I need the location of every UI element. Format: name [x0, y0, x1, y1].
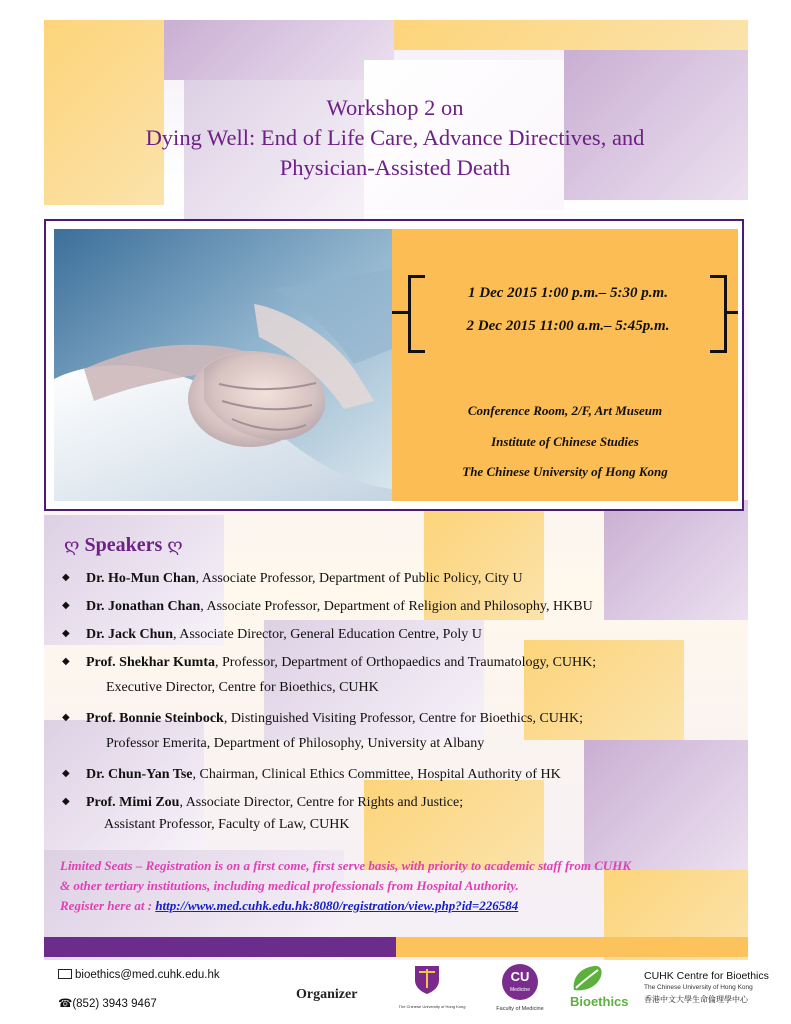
email-line [58, 969, 220, 981]
cu-medicine-logo [492, 964, 548, 1020]
diamond-bullet-icon: ◆ [62, 796, 70, 807]
registration-notice [60, 856, 750, 916]
list-item [62, 571, 742, 587]
speaker-name: Prof. Bonnie Steinbock [86, 711, 224, 726]
title-line-1: Workshop 2 on [326, 95, 464, 120]
speaker-role: , Associate Director, Centre for Rights and Justice; [179, 795, 464, 810]
left-bracket [408, 275, 425, 353]
speaker-role: , Associate Professor, Department of Religion and Philosophy, HKBU [200, 599, 593, 614]
diamond-bullet-icon: ◆ [62, 656, 70, 667]
bg-tile [164, 20, 394, 80]
speaker-name: Prof. Shekhar Kumta [86, 655, 215, 670]
venue-line-3: The Chinese University of Hong Kong [462, 464, 668, 479]
speaker-name: Dr. Jonathan Chan [86, 599, 201, 614]
speaker-role: , Distinguished Visiting Professor, Centre for Bioethics, CUHK; [223, 711, 584, 726]
speaker-role-continued: Professor Emerita, Department of Philosophy, University at Albany [106, 736, 485, 751]
session-date-2: 2 Dec 2015 11:00 a.m.– 5:45p.m. [466, 318, 670, 334]
faculty-caption: Faculty of Medicine [496, 1006, 544, 1012]
cuhk-logo [392, 964, 472, 1022]
list-item [62, 767, 742, 783]
centre-university: The Chinese University of Hong Kong [644, 984, 753, 991]
diamond-bullet-icon: ◆ [62, 768, 70, 779]
cuhk-crest-icon [414, 964, 440, 994]
phone-line [58, 996, 157, 1010]
speaker-role: , Chairman, Clinical Ethics Committee, Hospital Authority of HK [192, 767, 561, 782]
hero-panel [44, 219, 744, 511]
venue-line-1: Conference Room, 2/F, Art Museum [467, 403, 663, 418]
fleuron-ornament-icon: ღ [167, 535, 183, 555]
cu-medicine-badge [502, 964, 538, 1000]
registration-link[interactable]: http://www.med.cuhk.edu.hk:8080/registration/view.php?id=226584 [155, 898, 519, 913]
bg-tile [394, 20, 748, 50]
centre-name: CUHK Centre for Bioethics [644, 970, 769, 982]
list-item [62, 627, 742, 643]
hands-photo [54, 229, 392, 501]
speaker-name: Dr. Jack Chun [86, 627, 174, 642]
email-link[interactable]: bioethics@med.cuhk.edu.hk [75, 969, 220, 981]
cu-medicine-mark: CU [510, 969, 530, 984]
diamond-bullet-icon: ◆ [62, 712, 70, 723]
schedule-venue-box [392, 229, 738, 501]
bioethics-logo [560, 964, 640, 1020]
bioethics-word: Bioethics [570, 994, 629, 1009]
speaker-role-continued: Executive Director, Centre for Bioethics, CUHK [106, 680, 379, 695]
speaker-role: , Associate Director, General Education Centre, Poly U [173, 627, 482, 642]
speakers-heading-text: Speakers [84, 534, 163, 556]
speaker-name: Prof. Mimi Zou [86, 795, 180, 810]
speaker-role: , Professor, Department of Orthopaedics and Traumatology, CUHK; [215, 655, 597, 670]
cu-medicine-word: Medicine [509, 987, 530, 993]
title-line-2: Dying Well: End of Life Care, Advance Directives, and [145, 125, 645, 150]
speaker-role-continued: Assistant Professor, Faculty of Law, CUHK [104, 817, 350, 832]
speaker-role: , Associate Professor, Department of Public Policy, City U [195, 571, 523, 586]
notice-line-1: Limited Seats – Registration is on a first come, first serve basis, with priority to academic staff from CUHK [60, 858, 632, 873]
notice-line-2: & other tertiary institutions, including medical professionals from Hospital Authority. [60, 878, 519, 893]
title-line-3: Physician-Assisted Death [279, 155, 511, 180]
diamond-bullet-icon: ◆ [62, 600, 70, 611]
envelope-icon [58, 969, 72, 979]
diamond-bullet-icon: ◆ [62, 572, 70, 583]
centre-chinese-name: 香港中文大學生命倫理學中心 [644, 995, 748, 1004]
session-date-1: 1 Dec 2015 1:00 p.m.– 5:30 p.m. [468, 285, 668, 301]
bottom-bar-purple [44, 937, 396, 957]
phone-icon: ☎ [58, 998, 73, 1010]
footer [0, 960, 791, 1024]
speaker-name: Dr. Ho-Mun Chan [86, 571, 196, 586]
bioethics-leaf-icon [570, 964, 604, 994]
list-item [62, 599, 742, 615]
list-item [62, 711, 742, 752]
venue-line-2: Institute of Chinese Studies [491, 434, 639, 449]
workshop-title [60, 93, 730, 183]
list-item [62, 655, 742, 696]
register-prefix: Register here at : [60, 898, 156, 913]
list-item [62, 795, 742, 833]
bottom-bar-orange [396, 937, 748, 957]
right-bracket-tick [724, 311, 738, 314]
hands-illustration [54, 229, 392, 501]
diamond-bullet-icon: ◆ [62, 628, 70, 639]
phone-number: (852) 3943 9467 [72, 998, 157, 1010]
organizer-label: Organizer [296, 987, 358, 1002]
right-bracket [710, 275, 727, 353]
cuhk-logo-caption: The Chinese University of Hong Kong [398, 1004, 466, 1009]
fleuron-ornament-icon: ღ [64, 535, 80, 555]
register-line [60, 896, 750, 916]
left-bracket-tick [392, 311, 408, 314]
speakers-heading [64, 534, 183, 557]
speaker-name: Dr. Chun-Yan Tse [86, 767, 193, 782]
